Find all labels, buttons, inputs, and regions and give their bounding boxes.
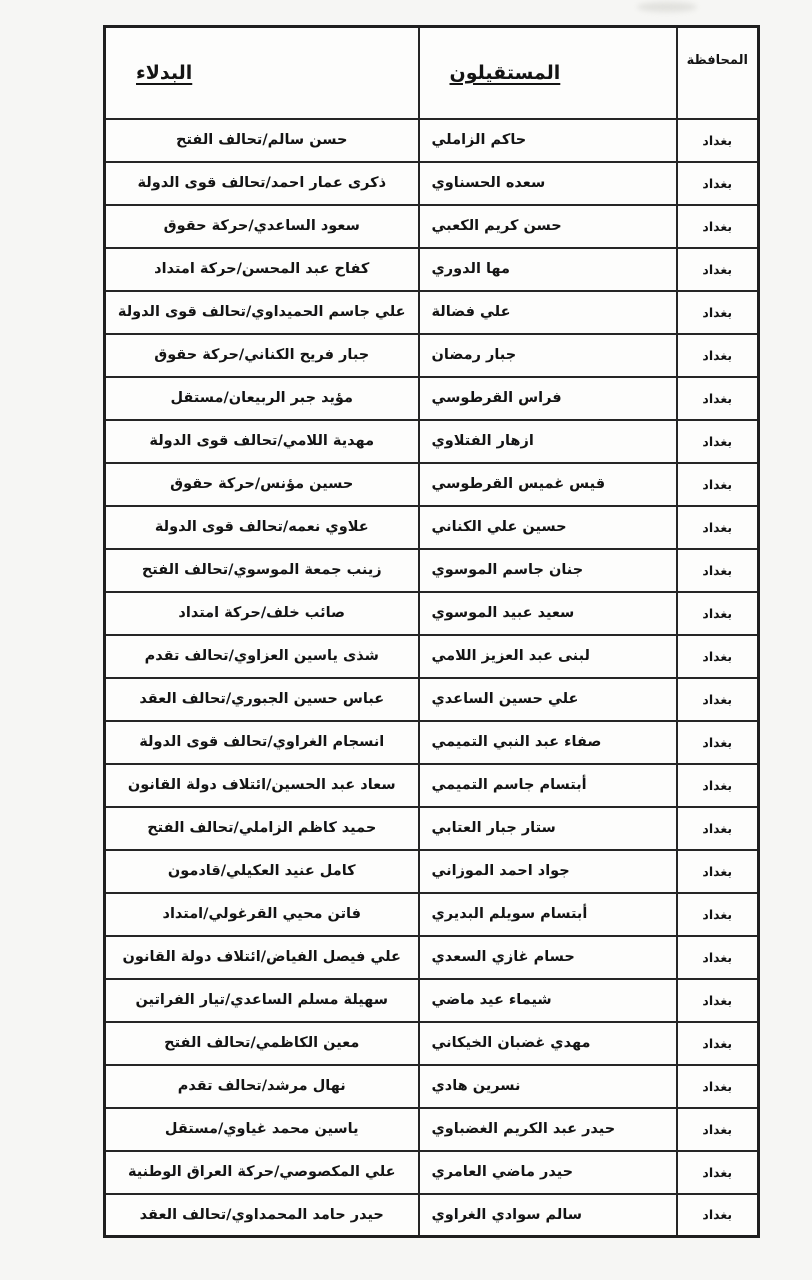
resigned-member-name: علي حسين الساعدي xyxy=(431,691,579,707)
resigned-member-name: نسرين هادي xyxy=(431,1078,521,1094)
cell-resigned-member xyxy=(419,1065,677,1108)
cell-resigned-member xyxy=(419,248,677,291)
table-row xyxy=(105,936,759,979)
resigned-member-name: ستار جبار العتابي xyxy=(431,820,556,836)
cell-replacement-member: صائب خلف/حركة امتداد xyxy=(105,592,419,635)
cell-resigned-member xyxy=(419,119,677,162)
cell-governorate: بغداد xyxy=(677,291,759,334)
cell-resigned-member xyxy=(419,1194,677,1237)
header-governorate: المحافظة xyxy=(677,27,759,119)
cell-resigned-member xyxy=(419,506,677,549)
cell-governorate: بغداد xyxy=(677,1022,759,1065)
resigned-member-name: شيماء عيد ماضي xyxy=(431,992,552,1008)
cell-resigned-member xyxy=(419,592,677,635)
header-resigned-label: المستقيلون xyxy=(449,61,561,84)
resigned-member-name: أبتسام جاسم التميمي xyxy=(431,777,587,793)
table-row xyxy=(105,248,759,291)
table-row xyxy=(105,291,759,334)
cell-resigned-member xyxy=(419,850,677,893)
cell-replacement-member: مؤيد جبر الربيعان/مستقل xyxy=(105,377,419,420)
cell-replacement-member: زينب جمعة الموسوي/تحالف الفتح xyxy=(105,549,419,592)
cell-replacement-member: مهدية اللامي/تحالف قوى الدولة xyxy=(105,420,419,463)
cell-governorate: بغداد xyxy=(677,549,759,592)
cell-resigned-member xyxy=(419,549,677,592)
resigned-member-name: حسين علي الكناني xyxy=(431,519,567,535)
cell-governorate: بغداد xyxy=(677,1108,759,1151)
resigned-member-name: سالم سوادي الغراوي xyxy=(431,1206,583,1223)
table-row xyxy=(105,205,759,248)
cell-governorate: بغداد xyxy=(677,205,759,248)
table-row xyxy=(105,119,759,162)
cell-resigned-member xyxy=(419,721,677,764)
resigned-member-name: صفاء عبد النبي التميمي xyxy=(431,734,602,750)
cell-governorate: بغداد xyxy=(677,893,759,936)
cell-resigned-member xyxy=(419,1022,677,1065)
cell-replacement-member: معين الكاظمي/تحالف الفتح xyxy=(105,1022,419,1065)
table-row xyxy=(105,850,759,893)
cell-replacement-member: كفاح عبد المحسن/حركة امتداد xyxy=(105,248,419,291)
resignations-replacements-table xyxy=(103,25,760,1238)
cell-governorate: بغداد xyxy=(677,807,759,850)
cell-governorate: بغداد xyxy=(677,1151,759,1194)
cell-resigned-member xyxy=(419,291,677,334)
resigned-member-name: جواد احمد الموزاني xyxy=(431,863,570,879)
cell-governorate: بغداد xyxy=(677,420,759,463)
cell-governorate: بغداد xyxy=(677,721,759,764)
table-row xyxy=(105,764,759,807)
table-row xyxy=(105,334,759,377)
cell-resigned-member xyxy=(419,764,677,807)
cell-governorate: بغداد xyxy=(677,1194,759,1237)
cell-replacement-member: عباس حسين الجبوري/تحالف العقد xyxy=(105,678,419,721)
cell-governorate: بغداد xyxy=(677,592,759,635)
cell-replacement-member: سعود الساعدي/حركة حقوق xyxy=(105,205,419,248)
cell-resigned-member xyxy=(419,936,677,979)
cell-resigned-member xyxy=(419,979,677,1022)
resigned-member-name: أبتسام سويلم البديري xyxy=(431,906,588,922)
cell-resigned-member xyxy=(419,1108,677,1151)
table-row xyxy=(105,1108,759,1151)
cell-governorate: بغداد xyxy=(677,248,759,291)
cell-governorate: بغداد xyxy=(677,119,759,162)
cell-governorate: بغداد xyxy=(677,764,759,807)
cell-replacement-member: سعاد عبد الحسين/ائتلاف دولة القانون xyxy=(105,764,419,807)
cell-governorate: بغداد xyxy=(677,162,759,205)
cell-replacement-member: علاوي نعمه/تحالف قوى الدولة xyxy=(105,506,419,549)
header-replacements xyxy=(105,27,419,119)
cell-governorate: بغداد xyxy=(677,678,759,721)
cell-replacement-member: علي المكصوصي/حركة العراق الوطنية xyxy=(105,1151,419,1194)
table-row xyxy=(105,1022,759,1065)
table-row xyxy=(105,549,759,592)
table-row xyxy=(105,1065,759,1108)
table-row xyxy=(105,635,759,678)
resigned-member-name: حيدر عبد الكريم الغضباوي xyxy=(431,1121,616,1137)
cell-replacement-member: علي فيصل الفياض/ائتلاف دولة القانون xyxy=(105,936,419,979)
resigned-member-name: جنان جاسم الموسوي xyxy=(431,562,584,578)
cell-resigned-member xyxy=(419,334,677,377)
resigned-member-name: سعيد عبيد الموسوي xyxy=(431,605,575,621)
cell-replacement-member: نهال مرشد/تحالف تقدم xyxy=(105,1065,419,1108)
table-row xyxy=(105,678,759,721)
table-row xyxy=(105,592,759,635)
resigned-member-name: مهدي غضبان الخيكاني xyxy=(431,1035,591,1051)
cell-resigned-member xyxy=(419,162,677,205)
cell-replacement-member: حميد كاظم الزاملي/تحالف الفتح xyxy=(105,807,419,850)
cell-replacement-member: حسين مؤنس/حركة حقوق xyxy=(105,463,419,506)
cell-governorate: بغداد xyxy=(677,463,759,506)
cell-resigned-member xyxy=(419,205,677,248)
cell-governorate: بغداد xyxy=(677,979,759,1022)
resigned-member-name: لبنى عبد العزيز اللامي xyxy=(431,648,590,664)
resigned-member-name: قيس غميس القرطوسي xyxy=(431,476,606,492)
cell-replacement-member: سهيلة مسلم الساعدي/تيار الفراتين xyxy=(105,979,419,1022)
resigned-member-name: حاكم الزاملي xyxy=(431,132,527,148)
cell-replacement-member: جبار فريح الكناني/حركة حقوق xyxy=(105,334,419,377)
table-row xyxy=(105,1151,759,1194)
cell-resigned-member xyxy=(419,807,677,850)
table-row xyxy=(105,979,759,1022)
resigned-member-name: علي فضالة xyxy=(431,304,511,320)
header-row xyxy=(105,27,759,119)
cell-resigned-member xyxy=(419,893,677,936)
cell-replacement-member: شذى ياسين العزاوي/تحالف تقدم xyxy=(105,635,419,678)
resigned-member-name: فراس القرطوسي xyxy=(431,390,562,406)
cell-replacement-member: علي جاسم الحميداوي/تحالف قوى الدولة xyxy=(105,291,419,334)
cell-governorate: بغداد xyxy=(677,936,759,979)
table-row xyxy=(105,721,759,764)
cell-governorate: بغداد xyxy=(677,334,759,377)
table-row xyxy=(105,807,759,850)
table-row xyxy=(105,893,759,936)
cell-resigned-member xyxy=(419,463,677,506)
table-row xyxy=(105,1194,759,1237)
table-row xyxy=(105,463,759,506)
scan-artifact xyxy=(637,2,697,12)
table-row xyxy=(105,506,759,549)
table-header xyxy=(105,27,759,119)
header-replacements-label: البدلاء xyxy=(136,61,193,84)
cell-replacement-member: كامل عنيد العكيلي/قادمون xyxy=(105,850,419,893)
cell-replacement-member: حسن سالم/تحالف الفتح xyxy=(105,119,419,162)
resigned-member-name: ازهار الفتلاوي xyxy=(431,433,534,449)
cell-governorate: بغداد xyxy=(677,635,759,678)
cell-replacement-member: ذكرى عمار احمد/تحالف قوى الدولة xyxy=(105,162,419,205)
cell-replacement-member: ياسين محمد غياوي/مستقل xyxy=(105,1108,419,1151)
cell-governorate: بغداد xyxy=(677,506,759,549)
cell-resigned-member xyxy=(419,420,677,463)
cell-governorate: بغداد xyxy=(677,1065,759,1108)
cell-resigned-member xyxy=(419,377,677,420)
resigned-member-name: حسام غازي السعدي xyxy=(431,949,575,965)
cell-replacement-member: انسجام الغراوي/تحالف قوى الدولة xyxy=(105,721,419,764)
resigned-member-name: حيدر ماضي العامري xyxy=(431,1164,574,1180)
table-row xyxy=(105,162,759,205)
cell-resigned-member xyxy=(419,635,677,678)
table-body xyxy=(105,119,759,1237)
resigned-member-name: حسن كريم الكعبي xyxy=(431,218,562,234)
cell-governorate: بغداد xyxy=(677,850,759,893)
table-row xyxy=(105,420,759,463)
cell-governorate: بغداد xyxy=(677,377,759,420)
resigned-member-name: جبار رمضان xyxy=(431,347,517,363)
cell-resigned-member xyxy=(419,678,677,721)
cell-replacement-member: حيدر حامد المحمداوي/تحالف العقد xyxy=(105,1194,419,1237)
table-row xyxy=(105,377,759,420)
resigned-member-name: مها الدوري xyxy=(431,261,510,277)
resigned-member-name: سعده الحسناوي xyxy=(431,175,546,191)
cell-resigned-member xyxy=(419,1151,677,1194)
cell-replacement-member: فاتن محيي القرغولي/امتداد xyxy=(105,893,419,936)
header-resigned xyxy=(419,27,677,119)
